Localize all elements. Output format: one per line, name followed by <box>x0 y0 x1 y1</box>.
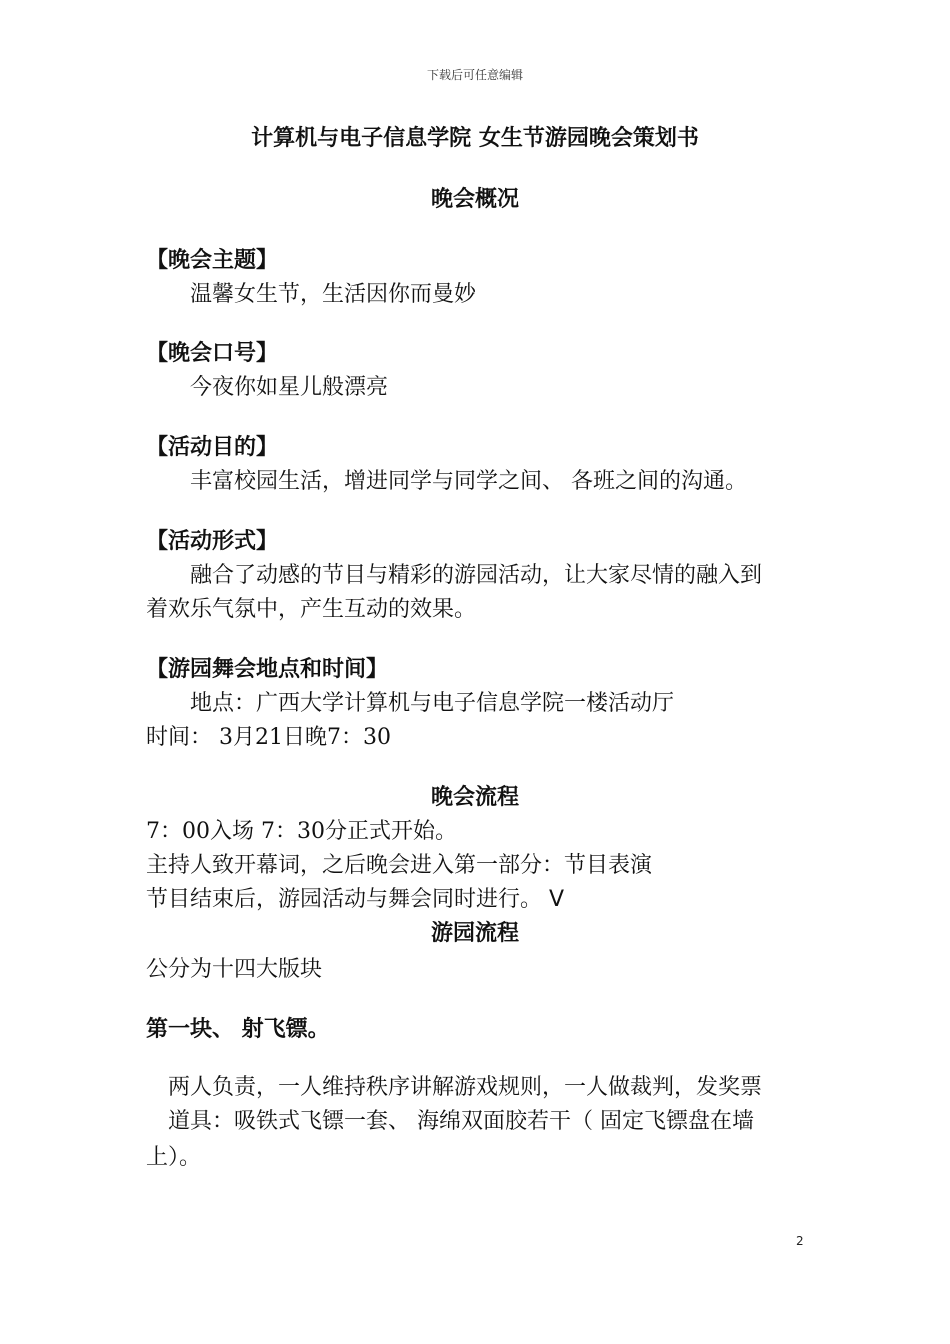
flow-heading: 晚会流程 <box>430 785 519 810</box>
block1-line: 上）。 <box>146 1145 202 1170</box>
purpose-text: 丰富校园生活，增进同学与同学之间、 各班之间的沟通。 <box>190 469 747 494</box>
flow-line: 主持人致开幕词，之后晚会进入第一部分：节目表演 <box>146 853 653 878</box>
flow-line: 7：00入场 7：30分正式开始。 <box>146 819 457 844</box>
garden-heading: 游园流程 <box>430 921 519 946</box>
block1-line: 两人负责，一人维持秩序讲解游戏规则，一人做裁判，发奖票 <box>168 1075 763 1100</box>
document-title: 计算机与电子信息学院 女生节游园晚会策划书 <box>251 126 699 151</box>
venue-text: 地点：广西大学计算机与电子信息学院一楼活动厅 <box>190 691 675 716</box>
purpose-label: 【活动目的】 <box>146 435 279 460</box>
header-note: 下载后可任意编辑 <box>426 68 523 82</box>
form-text-line-2: 着欢乐气氛中，产生互动的效果。 <box>146 597 477 622</box>
form-label: 【活动形式】 <box>146 529 279 554</box>
block1-line: 道具：吸铁式飞镖一套、 海绵双面胶若干（ 固定飞镖盘在墙 <box>168 1109 754 1134</box>
page-number: 2 <box>796 1234 804 1248</box>
slogan-text: 今夜你如星儿般漂亮 <box>190 375 389 400</box>
time-text: 时间： 3月21日晚7：30 <box>146 725 391 750</box>
venue-label: 【游园舞会地点和时间】 <box>146 657 389 682</box>
block1-heading: 第一块、 射飞镖。 <box>146 1017 330 1042</box>
overview-heading: 晚会概况 <box>430 187 519 212</box>
slogan-label: 【晚会口号】 <box>146 341 279 366</box>
theme-text: 温馨女生节，生活因你而曼妙 <box>190 282 477 307</box>
form-text-line-1: 融合了动感的节目与精彩的游园活动，让大家尽情的融入到 <box>190 563 763 588</box>
theme-label: 【晚会主题】 <box>146 248 279 273</box>
garden-intro: 公分为十四大版块 <box>146 957 323 982</box>
flow-line: 节目结束后，游园活动与舞会同时进行。 V <box>146 887 565 912</box>
